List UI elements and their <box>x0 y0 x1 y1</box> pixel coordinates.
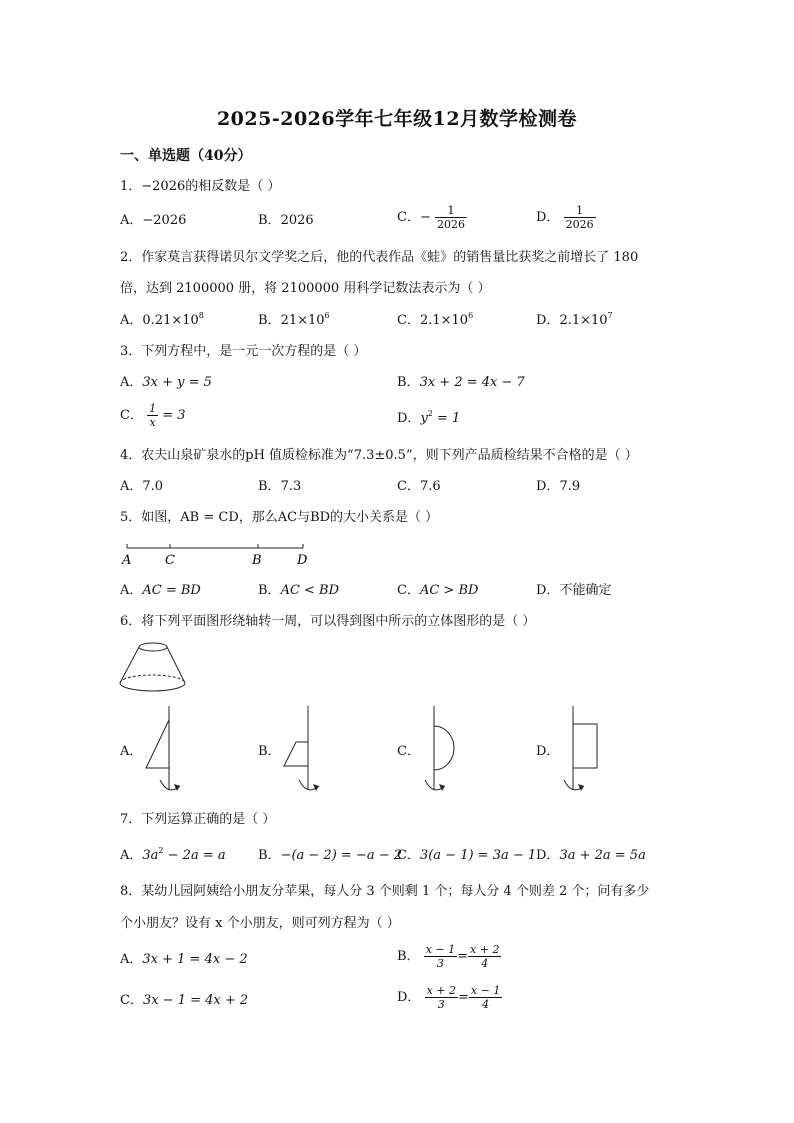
q5-option-c <box>397 583 478 599</box>
option-value: 不能确定 <box>559 583 612 598</box>
question-1-stem: 1．−2026的相反数是（ ） <box>120 179 281 194</box>
q7-option-c <box>397 848 536 864</box>
frustum-bottom-front <box>120 683 185 691</box>
option-value: 3x − 1 = 4x + 2 <box>142 993 249 1008</box>
exponent: 2 <box>427 409 433 418</box>
question-6-stem: 6．将下列平面图形绕轴转一周，可以得到图中所示的立体图形的是（ ） <box>120 614 536 629</box>
option-value: 3x + y = 5 <box>142 375 212 390</box>
option-value: −(a − 2) = −a − 2 <box>280 848 403 863</box>
q2-option-d <box>536 313 613 329</box>
q5-option-b <box>258 583 339 599</box>
option-label: A． <box>120 213 143 228</box>
option-value: 2.1×10 <box>419 313 469 328</box>
q3-option-d <box>397 411 460 427</box>
point-label-c: C <box>165 553 175 568</box>
option-value: 0.21×10 <box>142 313 199 328</box>
option-label: C． <box>397 479 420 494</box>
numerator: x − 1 <box>470 984 501 997</box>
q1-option-b <box>258 213 314 229</box>
option-label: C． <box>120 408 143 423</box>
question-3-stem: 3．下列方程中，是一元一次方程的是（ ） <box>120 344 367 359</box>
equals-sign: = <box>457 949 469 964</box>
q6-option-d <box>536 744 559 760</box>
option-label: B． <box>397 949 420 964</box>
option-label: B． <box>258 213 281 228</box>
rectangle <box>573 724 597 768</box>
point-label-b: B <box>252 553 262 568</box>
option-value: AC < BD <box>280 583 340 598</box>
option-b-figure <box>280 704 330 796</box>
section-heading: 一、单选题（40分） <box>120 148 252 164</box>
exponent: 8 <box>198 311 204 320</box>
exponent: 6 <box>468 311 474 320</box>
numerator: x + 2 <box>426 984 456 997</box>
q8-option-b <box>397 943 501 970</box>
denominator: 3 <box>437 998 445 1011</box>
q3-option-a <box>120 375 212 391</box>
equals-sign: = <box>458 990 469 1005</box>
q4-option-b <box>258 479 301 495</box>
q1-option-a <box>120 213 186 229</box>
q2-option-b <box>258 313 330 329</box>
option-label: B． <box>258 583 281 598</box>
q1-option-d <box>536 204 596 231</box>
denominator: 2026 <box>437 218 465 231</box>
option-label: B． <box>258 848 281 863</box>
option-label: D． <box>536 479 560 494</box>
option-value: 3x + 2 = 4x − 7 <box>419 375 525 390</box>
option-c-figure <box>420 704 470 796</box>
q6-option-b <box>258 744 281 760</box>
minus-sign: − <box>419 210 431 225</box>
q4-option-a <box>120 479 163 495</box>
variable: y <box>420 411 428 426</box>
option-label: B． <box>258 479 281 494</box>
exponent: 6 <box>324 311 330 320</box>
q2-option-c <box>397 313 473 329</box>
fraction-right <box>468 943 501 970</box>
option-label: A． <box>120 848 143 863</box>
option-label: C． <box>397 744 420 759</box>
semicircle <box>434 726 454 770</box>
q2-option-a <box>120 313 204 329</box>
right-triangle <box>146 720 169 768</box>
option-value: 3(a − 1) = 3a − 1 <box>419 848 537 863</box>
option-value: AC > BD <box>419 583 479 598</box>
q4-option-d <box>536 479 580 495</box>
numerator: x + 2 <box>470 943 500 956</box>
option-label: D． <box>536 848 560 863</box>
q5-option-a <box>120 583 201 599</box>
q6-option-c <box>397 744 420 760</box>
q8-option-c <box>120 993 248 1009</box>
q1-option-c <box>397 204 467 231</box>
fraction-right <box>469 984 502 1011</box>
q8-option-a <box>120 952 248 968</box>
equation-rest: − 2a = a <box>163 848 226 863</box>
option-value: 2.1×10 <box>559 313 608 328</box>
option-label: D． <box>397 990 421 1005</box>
option-label: B． <box>397 375 420 390</box>
frustum-figure <box>116 638 190 696</box>
equation-rest: = 1 <box>432 411 461 426</box>
question-7-stem: 7．下列运算正确的是（ ） <box>120 812 276 827</box>
fraction <box>147 402 158 429</box>
option-label: D． <box>536 210 560 225</box>
option-label: A． <box>120 744 143 759</box>
numerator: 1 <box>149 402 157 415</box>
option-value: 3x + 1 = 4x − 2 <box>142 952 248 967</box>
option-a-figure <box>140 704 190 796</box>
numerator: 1 <box>564 204 596 218</box>
q3-option-b <box>397 375 525 391</box>
option-label: D． <box>536 583 560 598</box>
option-value: 7.0 <box>142 479 164 494</box>
point-label-d: D <box>297 553 308 568</box>
option-value: AC = BD <box>142 583 201 598</box>
equation-rest: = 3 <box>158 408 186 423</box>
option-label: A． <box>120 479 143 494</box>
q7-option-a <box>120 848 226 864</box>
question-2-stem-line1: 2．作家莫言获得诺贝尔文学奖之后，他的代表作品《蛙》的销售量比获奖之前增长了 180 <box>120 250 639 265</box>
arrow-head <box>313 784 319 791</box>
fraction <box>564 204 596 231</box>
denominator: 2026 <box>565 218 594 231</box>
numerator: x − 1 <box>425 943 456 956</box>
option-label: C． <box>397 848 420 863</box>
question-5-stem: 5．如图，AB = CD，那么AC与BD的大小关系是（ ） <box>120 510 439 525</box>
denominator: 4 <box>481 957 489 970</box>
fraction <box>435 204 467 231</box>
frustum-right-edge <box>167 647 185 683</box>
option-label: D． <box>536 744 560 759</box>
denominator: 4 <box>482 998 490 1011</box>
option-value: 7.9 <box>559 479 581 494</box>
option-value: 7.6 <box>419 479 441 494</box>
arrow-head <box>578 784 584 791</box>
question-4-stem: 4．农夫山泉矿泉水的pH 值质检标准为“7.3±0.5”，则下列产品质检结果不合格的是（ ） <box>120 448 638 463</box>
option-d-figure <box>560 704 610 796</box>
exponent: 2 <box>158 846 164 855</box>
numerator: 1 <box>435 204 467 218</box>
option-label: C． <box>120 993 143 1008</box>
frustum-bottom-back <box>120 675 185 683</box>
option-value: 7.3 <box>280 479 302 494</box>
option-label: B． <box>258 313 281 328</box>
exponent: 7 <box>607 311 613 320</box>
q5-option-d <box>536 583 611 599</box>
denominator: x <box>149 416 156 429</box>
point-label-a: A <box>122 553 132 568</box>
question-8-stem-line1: 8．某幼儿园阿姨给小朋友分苹果，每人分 3 个则剩 1 个；每人分 4 个则差 2 个；问有多少 <box>120 884 650 899</box>
q7-option-d <box>536 848 646 864</box>
option-label: A． <box>120 313 143 328</box>
option-label: B． <box>258 744 281 759</box>
q7-option-b <box>258 848 402 864</box>
fraction-left <box>425 984 458 1011</box>
segment-figure <box>116 538 316 572</box>
option-label: C． <box>397 210 420 225</box>
denominator: 3 <box>436 957 444 970</box>
right-trapezoid <box>284 742 308 766</box>
question-8-stem-line2: 个小朋友？设有 x 个小朋友，则可列方程为（ ） <box>120 916 400 931</box>
page-title: 2025-2026学年七年级12月数学检测卷 <box>216 108 578 130</box>
arrow-head <box>439 784 445 791</box>
option-label: C． <box>397 583 420 598</box>
arrow-head <box>174 784 180 791</box>
option-label: D． <box>536 313 560 328</box>
q3-option-c <box>120 402 186 429</box>
option-value: 3a + 2a = 5a <box>559 848 646 863</box>
option-label: C． <box>397 313 420 328</box>
question-2-stem-line2: 倍，达到 2100000 册，将 2100000 用科学记数法表示为（ ） <box>120 281 491 296</box>
option-value: 2026 <box>280 213 314 228</box>
option-label: A． <box>120 583 143 598</box>
option-label: A． <box>120 375 143 390</box>
option-value: −2026 <box>142 213 187 228</box>
option-value: 21×10 <box>280 313 325 328</box>
option-label: D． <box>397 411 421 426</box>
q4-option-c <box>397 479 441 495</box>
frustum-top <box>139 643 167 651</box>
option-label: A． <box>120 952 143 967</box>
term: 3a <box>142 848 159 863</box>
q8-option-d <box>397 984 502 1011</box>
fraction-left <box>424 943 457 970</box>
